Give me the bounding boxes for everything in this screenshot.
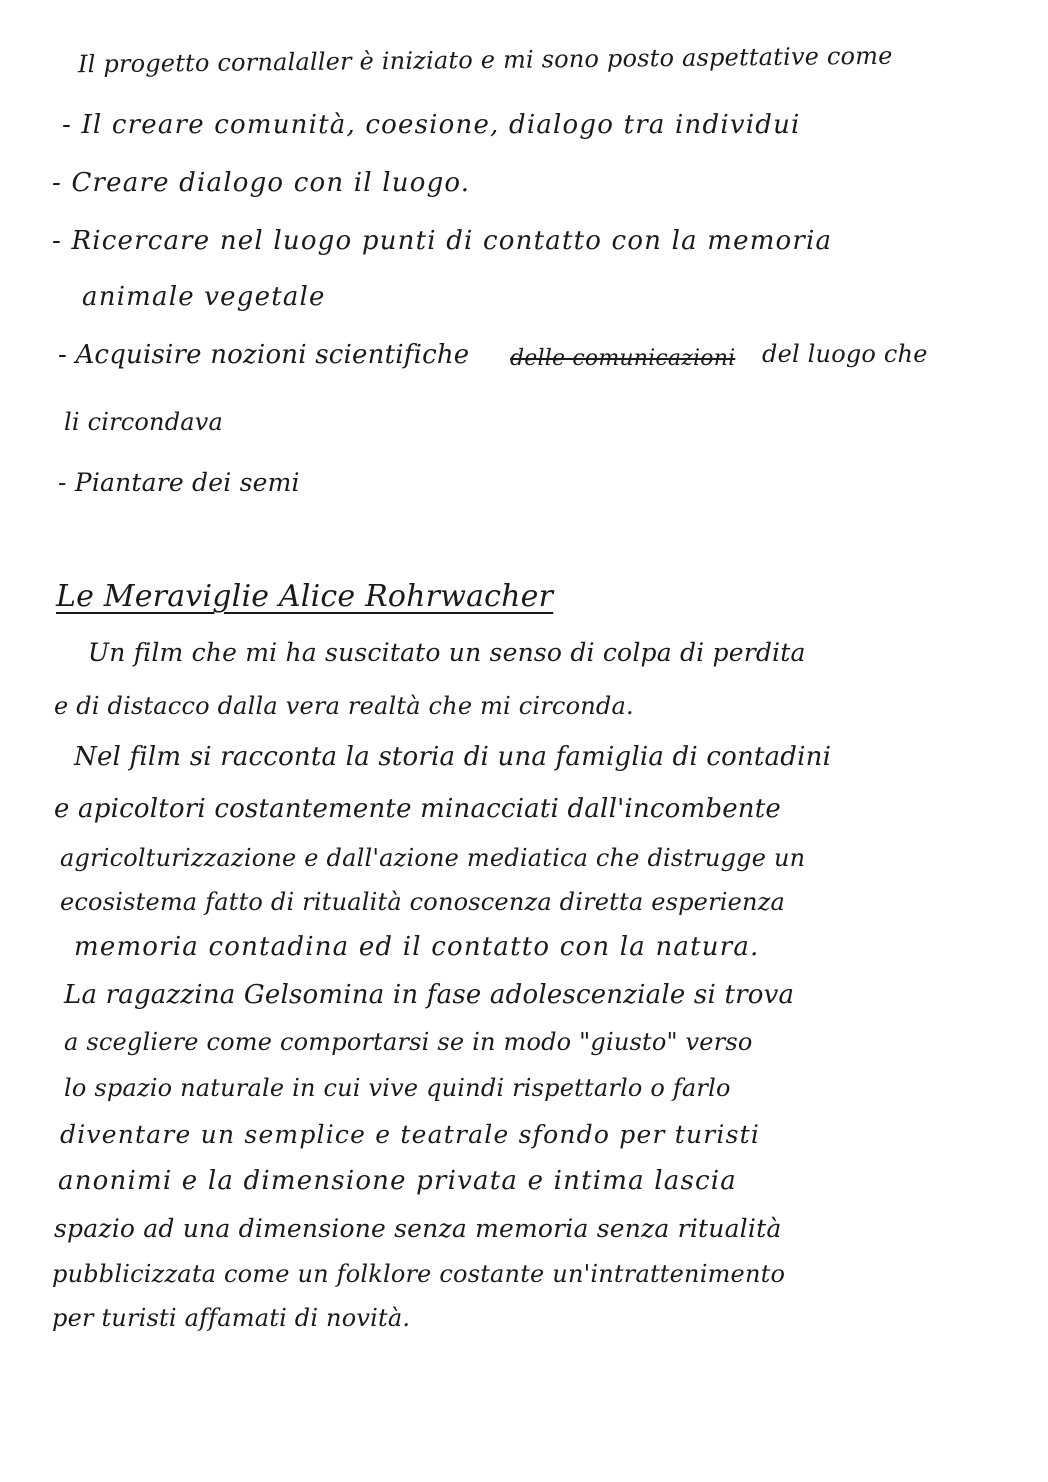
paragraph-line-1: Un film che mi ha suscitato un senso di colpa di perdita [88,638,806,667]
section-title: Le Meraviglie Alice Rohrwacher [56,579,554,614]
text-line-6-start: - Acquisire nozioni scientifiche [58,340,470,370]
paragraph-line-4: e apicoltori costantemente minacciati dall'incombente [54,794,781,824]
text-line-6-strikethrough: delle comunicazioni [510,346,736,371]
paragraph-line-14: pubblicizzata come un folklore costante un'intrattenimento [52,1260,786,1288]
paragraph-line-5: agricolturizzazione e dall'azione mediatica che distrugge un [60,844,806,872]
paragraph-line-8: La ragazzina Gelsomina in fase adolescenziale si trova [64,980,795,1010]
text-line-1: Il progetto cornalaller è iniziato e mi sono posto aspettative come [77,41,893,79]
text-line-2: - Il creare comunità, coesione, dialogo tra individui [62,110,801,140]
paragraph-line-9: a scegliere come comportarsi se in modo "giusto" verso [64,1028,753,1056]
text-line-5: animale vegetale [82,282,326,312]
paragraph-line-15: per turisti affamati di novità. [52,1304,411,1332]
paragraph-line-6: ecosistema fatto di ritualità conoscenza diretta esperienza [60,888,786,916]
paragraph-line-10: lo spazio naturale in cui vive quindi rispettarlo o farlo [64,1074,731,1102]
paragraph-line-12: anonimi e la dimensione privata e intima lascia [58,1166,738,1196]
paragraph-line-3: Nel film si racconta la storia di una famiglia di contadini [74,742,832,772]
text-line-6-end: del luogo che [762,340,928,368]
text-line-3: - Creare dialogo con il luogo. [52,168,471,198]
text-line-4: - Ricercare nel luogo punti di contatto con la memoria [52,226,833,256]
text-line-7: li circondava [64,408,224,436]
paragraph-line-2: e di distacco dalla vera realtà che mi circonda. [54,692,634,720]
text-line-8: - Piantare dei semi [58,468,300,497]
paragraph-line-7: memoria contadina ed il contatto con la natura. [74,932,760,962]
paragraph-line-13: spazio ad una dimensione senza memoria senza ritualità [54,1214,782,1243]
paragraph-line-11: diventare un semplice e teatrale sfondo per turisti [60,1120,761,1149]
